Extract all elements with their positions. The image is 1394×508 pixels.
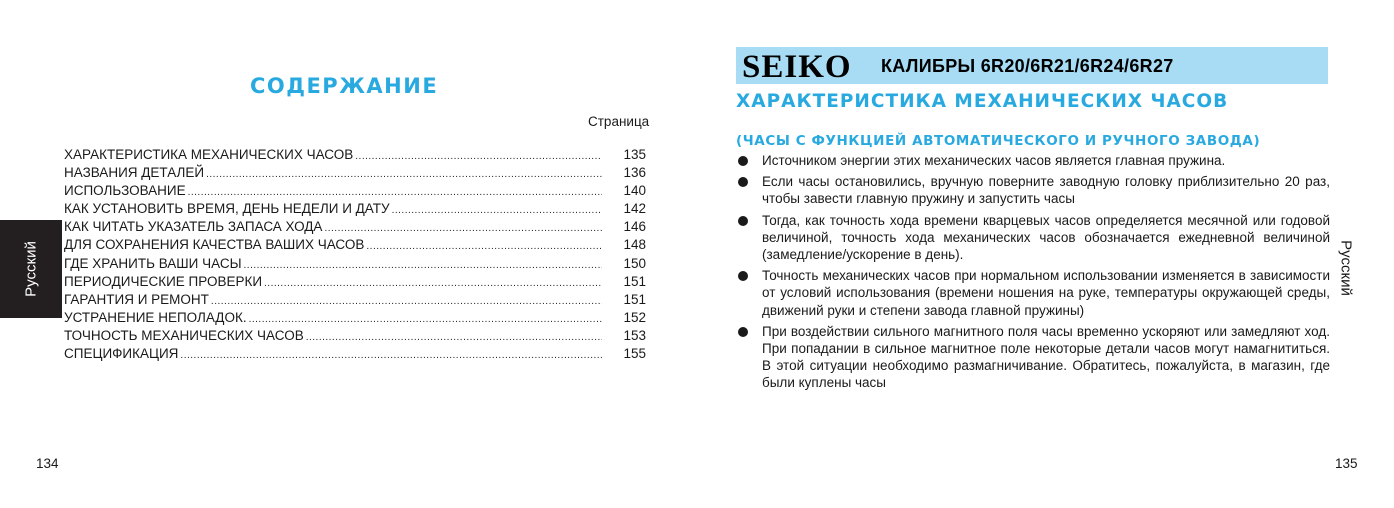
section-subtitle: (ЧАСЫ С ФУНКЦИЕЙ АВТОМАТИЧЕСКОГО И РУЧНОГО ЗАВОДА) [736,133,1261,149]
header-bar [736,47,1328,84]
toc-entry-title: ТОЧНОСТЬ МЕХАНИЧЕСКИХ ЧАСОВ [64,327,304,343]
toc-entry[interactable] [64,200,646,218]
bullet-dot-icon [738,156,748,166]
list-item-text: Тогда, как точность хода времени кварцевых часов определяется месячной или годовой величиной, точность хода механических часов обозначается ежедневной величиной (замедление/ускорение в день). [762,212,1330,263]
toc-entry[interactable] [64,218,646,236]
header-title: КАЛИБРЫ 6R20/6R21/6R24/6R27 [881,56,1174,76]
toc-entry-page: 148 [623,237,646,253]
toc-leader-dots [324,220,602,238]
language-tab-label: Русский [22,241,40,297]
list-item [736,152,1330,169]
brand-logo: SEIKO [742,49,852,85]
toc-entry[interactable] [64,164,646,182]
toc-entry-title: ДЛЯ СОХРАНЕНИЯ КАЧЕСТВА ВАШИХ ЧАСОВ [64,237,365,253]
toc-leader-dots [306,329,602,347]
toc-entry-page: 146 [623,219,646,235]
toc-entry-title: ГДЕ ХРАНИТЬ ВАШИ ЧАСЫ [64,255,242,271]
page-column-label: Страница [588,114,650,129]
toc-entry-title: ХАРАКТЕРИСТИКА МЕХАНИЧЕСКИХ ЧАСОВ [64,147,354,162]
toc-entry[interactable] [64,146,646,164]
toc-entry-title: ПЕРИОДИЧЕСКИЕ ПРОВЕРКИ [64,273,263,289]
language-side-label-text: Русский [1337,240,1355,296]
toc-entry[interactable] [64,273,646,291]
toc-entry[interactable] [64,345,646,363]
toc-leader-dots [180,347,602,365]
toc-entry-page: 150 [623,255,646,271]
toc-leader-dots [244,257,602,275]
toc-entry-title: НАЗВАНИЯ ДЕТАЛЕЙ [64,165,205,181]
section-title: ХАРАКТЕРИСТИКА МЕХАНИЧЕСКИХ ЧАСОВ [736,91,1229,112]
list-item-text: При воздействии сильного магнитного поля часы временно ускоряют или замедляют ход. При попадании в сильное магнитное поле некоторые детали часов могут намагнититься. В этой ситуации необходимо размагничивание. Обратитесь, пожалуйста, в магазин, где были куплены часы [762,323,1330,391]
toc-entry-page: 155 [623,346,646,362]
toc-entry-title: СПЕЦИФИКАЦИЯ [64,346,179,362]
list-item [736,267,1330,319]
toc-entry-page: 142 [623,201,646,217]
toc-entry-title: КАК ЧИТАТЬ УКАЗАТЕЛЬ ЗАПАСА ХОДА [64,219,323,235]
right-page-number: 135 [1335,456,1358,471]
toc-entry-title: УСТРАНЕНИЕ НЕПОЛАДОК. [64,309,247,325]
toc-entry[interactable] [64,255,646,273]
bullet-list [736,152,1330,396]
toc-entry-page: 153 [623,327,646,343]
toc-entry-page: 152 [623,309,646,325]
toc-entry-page: 151 [623,291,646,307]
bullet-dot-icon [738,271,748,281]
list-item [736,173,1330,207]
toc-leader-dots [392,202,602,220]
toc-entry-page: 140 [623,183,646,199]
toc-entry-title: ИСПОЛЬЗОВАНИЕ [64,183,186,199]
toc-leader-dots [206,166,602,184]
list-item [736,323,1330,392]
toc-entry-title: ГАРАНТИЯ И РЕМОНТ [64,291,209,307]
toc-leader-dots [264,275,602,293]
toc-entry-page: 135 [623,147,646,162]
list-item-text: Точность механических часов при нормальном использовании изменяется в зависимости от условий использования (времени ношения на руке, температуры окружающей среды, движений руки и степени завода главной пружины) [762,268,1330,318]
toc-entry[interactable] [64,327,646,345]
toc-leader-dots [211,293,602,311]
language-side-label [1336,228,1356,308]
list-item-text: Источником энергии этих механических часов является главная пружина. [762,153,1226,168]
page-title: СОДЕРЖАНИЕ [250,74,439,98]
toc-leader-dots [366,238,602,256]
language-tab [0,220,62,318]
toc-entry[interactable] [64,182,646,200]
toc-entry-page: 151 [623,273,646,289]
toc-entry-page: 136 [623,165,646,181]
toc-leader-dots [355,148,602,166]
bullet-dot-icon [738,177,748,187]
toc-entry[interactable] [64,309,646,327]
list-item [736,212,1330,264]
toc-entry-title: КАК УСТАНОВИТЬ ВРЕМЯ, ДЕНЬ НЕДЕЛИ И ДАТУ [64,201,390,217]
bullet-dot-icon [738,216,748,226]
toc-entry[interactable] [64,236,646,254]
left-page-number: 134 [36,456,59,471]
bullet-dot-icon [738,327,748,337]
toc-entry[interactable] [64,291,646,309]
list-item-text: Если часы остановились, вручную поверните заводную головку приблизительно 20 раз, чтобы завести главную пружину и запустить часы [762,174,1330,207]
table-of-contents [64,146,646,363]
